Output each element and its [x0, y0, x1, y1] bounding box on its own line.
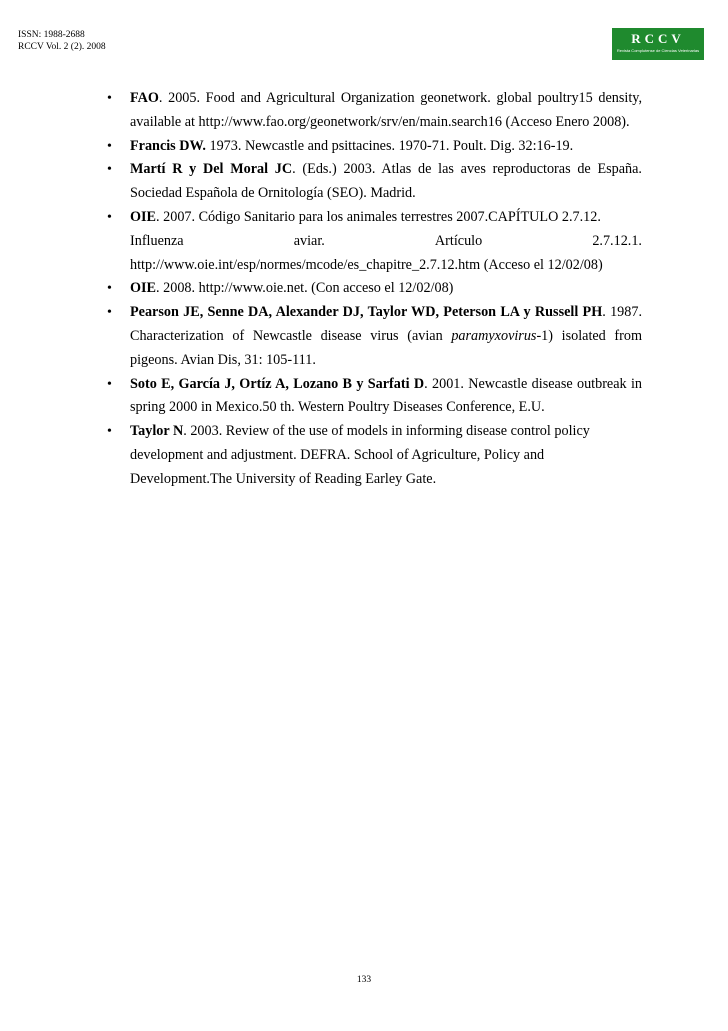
reference-item — [107, 420, 642, 491]
logo-title: RCCV — [631, 31, 685, 46]
reference-line — [130, 230, 642, 254]
reference-author: Soto E, García J, Ortíz A, Lozano B y Sarfati D — [130, 375, 425, 392]
reference-text: . 2005. Food and Agricultural Organization geonetwork. global poultry15 density, available at http://www.fao.org/geonetwork/srv/en/main.search16 (Acceso Enero 2008). — [130, 90, 642, 130]
reference-author: Francis DW. — [130, 137, 206, 154]
reference-word: aviar. — [293, 232, 325, 249]
reference-item — [107, 277, 642, 301]
reference-author: OIE — [130, 280, 157, 297]
reference-text: -1) isolated from pigeons. Avian Dis, 31: 105-111. — [130, 327, 642, 368]
reference-url-line: http://www.oie.int/esp/normes/mcode/es_chapitre_2.7.12.htm (Acceso el 12/02/08) — [130, 256, 603, 273]
reference-author: Martí R y Del Moral JC — [130, 161, 293, 178]
bullet-icon: • — [107, 376, 112, 392]
reference-italic-term: paramyxovirus — [451, 327, 537, 344]
issn-text: ISSN: 1988-2688 — [18, 30, 85, 40]
reference-author: Taylor N — [130, 423, 184, 440]
reference-item — [107, 206, 642, 277]
bullet-icon: • — [107, 209, 112, 225]
reference-item — [107, 301, 642, 372]
reference-item — [107, 135, 642, 159]
bullet-icon: • — [107, 424, 112, 440]
reference-text: . 2001. Newcastle disease outbreak in spring 2000 in Mexico.50 th. Western Poultry Diseases Conference, E.U. — [130, 375, 642, 416]
bullet-icon: • — [107, 91, 112, 106]
bullet-icon: • — [107, 305, 112, 321]
reference-author: FAO — [130, 90, 159, 106]
reference-text: . 1987. Characterization of Newcastle disease virus (avian — [130, 304, 642, 344]
reference-item — [107, 158, 642, 206]
bullet-icon: • — [107, 138, 112, 154]
page-number: 133 — [356, 975, 372, 985]
reference-author: Pearson JE, Senne DA, Alexander DJ, Taylor WD, Peterson LA y Russell PH — [130, 304, 603, 321]
journal-header — [18, 29, 106, 53]
bullet-icon: • — [107, 281, 112, 297]
reference-text: . 2007. Código Sanitario para los animales terrestres 2007.CAPÍTULO 2.7.12. — [156, 208, 601, 225]
reference-item — [107, 87, 642, 135]
reference-text: 1973. Newcastle and psittacines. 1970-71. Poult. Dig. 32:16-19. — [205, 137, 574, 154]
reference-text: . 2003. Review of the use of models in informing disease control policy development and adjustment. DEFRA. School of Agriculture, Policy and Development.The University of Reading Earley Gate. — [130, 423, 590, 487]
reference-word: Influenza — [130, 232, 184, 249]
reference-author: OIE — [130, 208, 157, 225]
volume-text: RCCV Vol. 2 (2). 2008 — [18, 42, 106, 52]
bullet-icon: • — [107, 162, 112, 178]
reference-word: 2.7.12.1. — [592, 232, 642, 249]
reference-list — [107, 87, 642, 492]
reference-text: . (Eds.) 2003. Atlas de las aves reproductoras de España. Sociedad Española de Ornitología (SEO). Madrid. — [130, 161, 642, 202]
reference-word: Artículo — [434, 232, 483, 249]
reference-item — [107, 373, 642, 421]
rccv-logo — [612, 28, 704, 60]
reference-text: . 2008. http://www.oie.net. (Con acceso el 12/02/08) — [156, 280, 454, 297]
logo-subtitle: Revista Complutense de Ciencias Veterinarias — [616, 48, 700, 53]
